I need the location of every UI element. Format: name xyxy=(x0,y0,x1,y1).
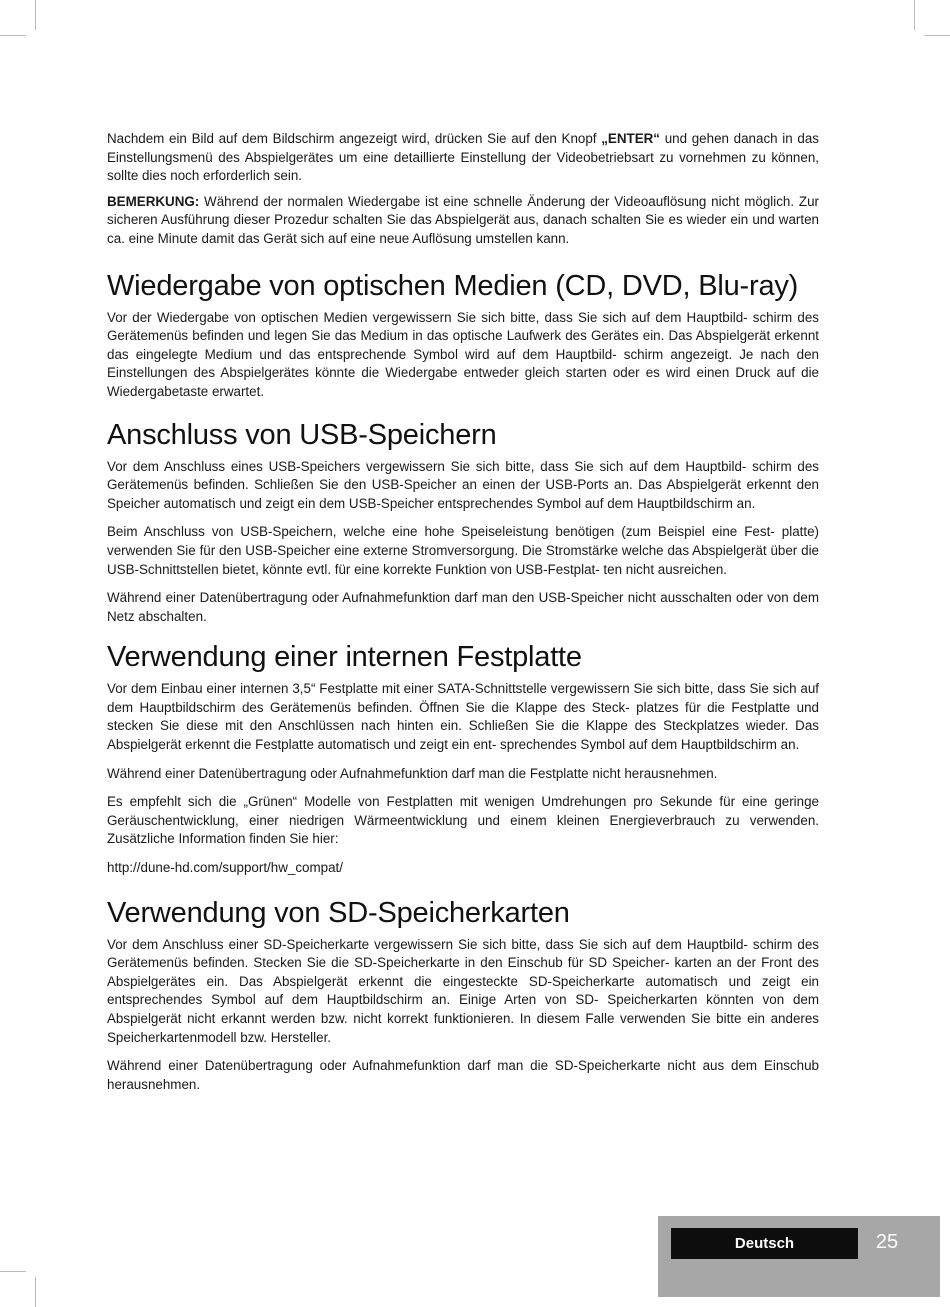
crop-mark xyxy=(0,35,26,36)
section-heading-hdd: Verwendung einer internen Festplatte xyxy=(107,641,582,674)
section-heading-sd: Verwendung von SD-Speicherkarten xyxy=(107,896,570,929)
enter-key-label: „ENTER“ xyxy=(601,131,660,146)
note-text: Während der normalen Wiedergabe ist eine schnelle Änderung der Videoauflösung nicht möglich. Zur sicheren Ausführung dieser Prozedur schalten Sie das Abspielgerät aus, danach schalten Sie es wieder ein und warten ca. eine Minute damit das Gerät sich auf eine neue Auflösung umstellen kann. xyxy=(107,193,819,246)
paragraph: Während einer Datenübertragung oder Aufnahmefunktion darf man die Festplatte nicht herausnehmen. xyxy=(107,765,718,781)
note-label: BEMERKUNG: xyxy=(107,193,200,209)
intro-text-cont: und gehen danach in das Einstellungsmenü des Abspielgerätes um eine detaillierte Einstellung der Videobetriebsart zu vornehmen zu können, sollte dies noch erforderlich sein. xyxy=(107,131,819,184)
page-content xyxy=(107,130,819,1104)
crop-mark xyxy=(35,0,36,30)
page-number: 25 xyxy=(875,1230,899,1253)
paragraph: Beim Anschluss von USB-Speichern, welche eine hohe Speiseleistung benötigen (zum Beispiel eine Fest- platte) verwenden Sie für den USB-Speicher eine externe Stromversorgung. Die Stromstärke welche das Abspielgerät über die USB-Schnittstellen bietet, könnte evtl. für eine korrekte Funktion von USB-Festplat- ten nicht ausreichen. xyxy=(107,524,819,577)
crop-mark xyxy=(35,1277,36,1307)
section-heading-optical: Wiedergabe von optischen Medien (CD, DVD, Blu-ray) xyxy=(107,269,799,302)
paragraph: Vor dem Einbau einer internen 3,5“ Festplatte mit einer SATA-Schnittstelle vergewissern Sie sich bitte, dass Sie sich auf dem Hauptbildschirm des Gerätemenüs befinden. Öffnen Sie die Klappe des Steck- platzes für die Festplatte und stecken Sie diese mit den Anschlüssen nach hinten ein. Schließen Sie die Klappe des Steckplatzes wieder. Das Abspielgerät erkennt die Festplatte automatisch und zeigt ein ent- sprechendes Symbol auf dem Hauptbildschirm an. xyxy=(107,681,819,753)
crop-mark xyxy=(924,35,950,36)
paragraph: Vor der Wiedergabe von optischen Medien vergewissern Sie sich bitte, dass Sie sich auf dem Hauptbild- schirm des Gerätemenüs befinden und legen Sie das Medium in das optische Laufwerk des Gerätes ein. Das Abspielgerät erkennt das eingelegte Medium und das entsprechende Symbol wird auf dem Hauptbild- schirm angezeigt. Je nach den Einstellungen des Abspielgerätes könnte die Wiedergabe entweder gleich starten oder es wird einen Druck auf die Wiedergabetaste erwartet. xyxy=(107,309,819,399)
crop-mark xyxy=(914,0,915,30)
language-label: Deutsch xyxy=(671,1228,858,1259)
paragraph: Vor dem Anschluss eines USB-Speichers vergewissern Sie sich bitte, dass Sie sich auf dem Hauptbild- schirm des Gerätemenüs befinden. Schließen Sie den USB-Speicher an einen der USB-Ports an. Das Abspielgerät erkennt den Speicher automatisch und zeigt ein dem USB-Speicher entsprechendes Symbol auf dem Hauptbildschirm an. xyxy=(107,458,819,511)
note-paragraph xyxy=(107,193,819,249)
support-link[interactable]: http://dune-hd.com/support/hw_compat/ xyxy=(107,860,343,876)
crop-mark xyxy=(0,1271,26,1272)
intro-text: Nachdem ein Bild auf dem Bildschirm angezeigt wird, drücken Sie auf den Knopf xyxy=(107,131,602,146)
paragraph: Während einer Datenübertragung oder Aufnahmefunktion darf man den USB-Speicher nicht ausschalten oder von dem Netz abschalten. xyxy=(107,590,819,624)
intro-paragraph xyxy=(107,130,819,186)
paragraph: Es empfehlt sich die „Grünen“ Modelle von Festplatten mit wenigen Umdrehungen pro Sekunde für eine geringe Geräuschentwicklung, einer niedrigen Wärmeentwicklung und einem kleinen Energieverbrauch zu verwenden. Zusätzliche Information finden Sie hier: xyxy=(107,794,819,847)
paragraph: Vor dem Anschluss einer SD-Speicherkarte vergewissern Sie sich bitte, dass Sie sich auf dem Hauptbild- schirm des Gerätemenüs befinden. Stecken Sie die SD-Speicherkarte in den Einschub für SD Speicher- karten an der Front des Abspielgerätes ein. Das Abspielgerät erkennt die eingesteckte SD-Speicherkarte automatisch und zeigt ein entsprechendes Symbol auf dem Hauptbildschirm an. Einige Arten von SD- Speicherkarten könnten von dem Abspielgerät nicht erkannt werden bzw. nicht korrekt funktionieren. In diesem Falle verwenden Sie bitte ein anderes Speicherkartenmodell bzw. Hersteller. xyxy=(107,936,819,1045)
section-heading-usb: Anschluss von USB-Speichern xyxy=(107,418,497,451)
paragraph: Während einer Datenübertragung oder Aufnahmefunktion darf man die SD-Speicherkarte nicht aus dem Einschub herausnehmen. xyxy=(107,1058,819,1092)
